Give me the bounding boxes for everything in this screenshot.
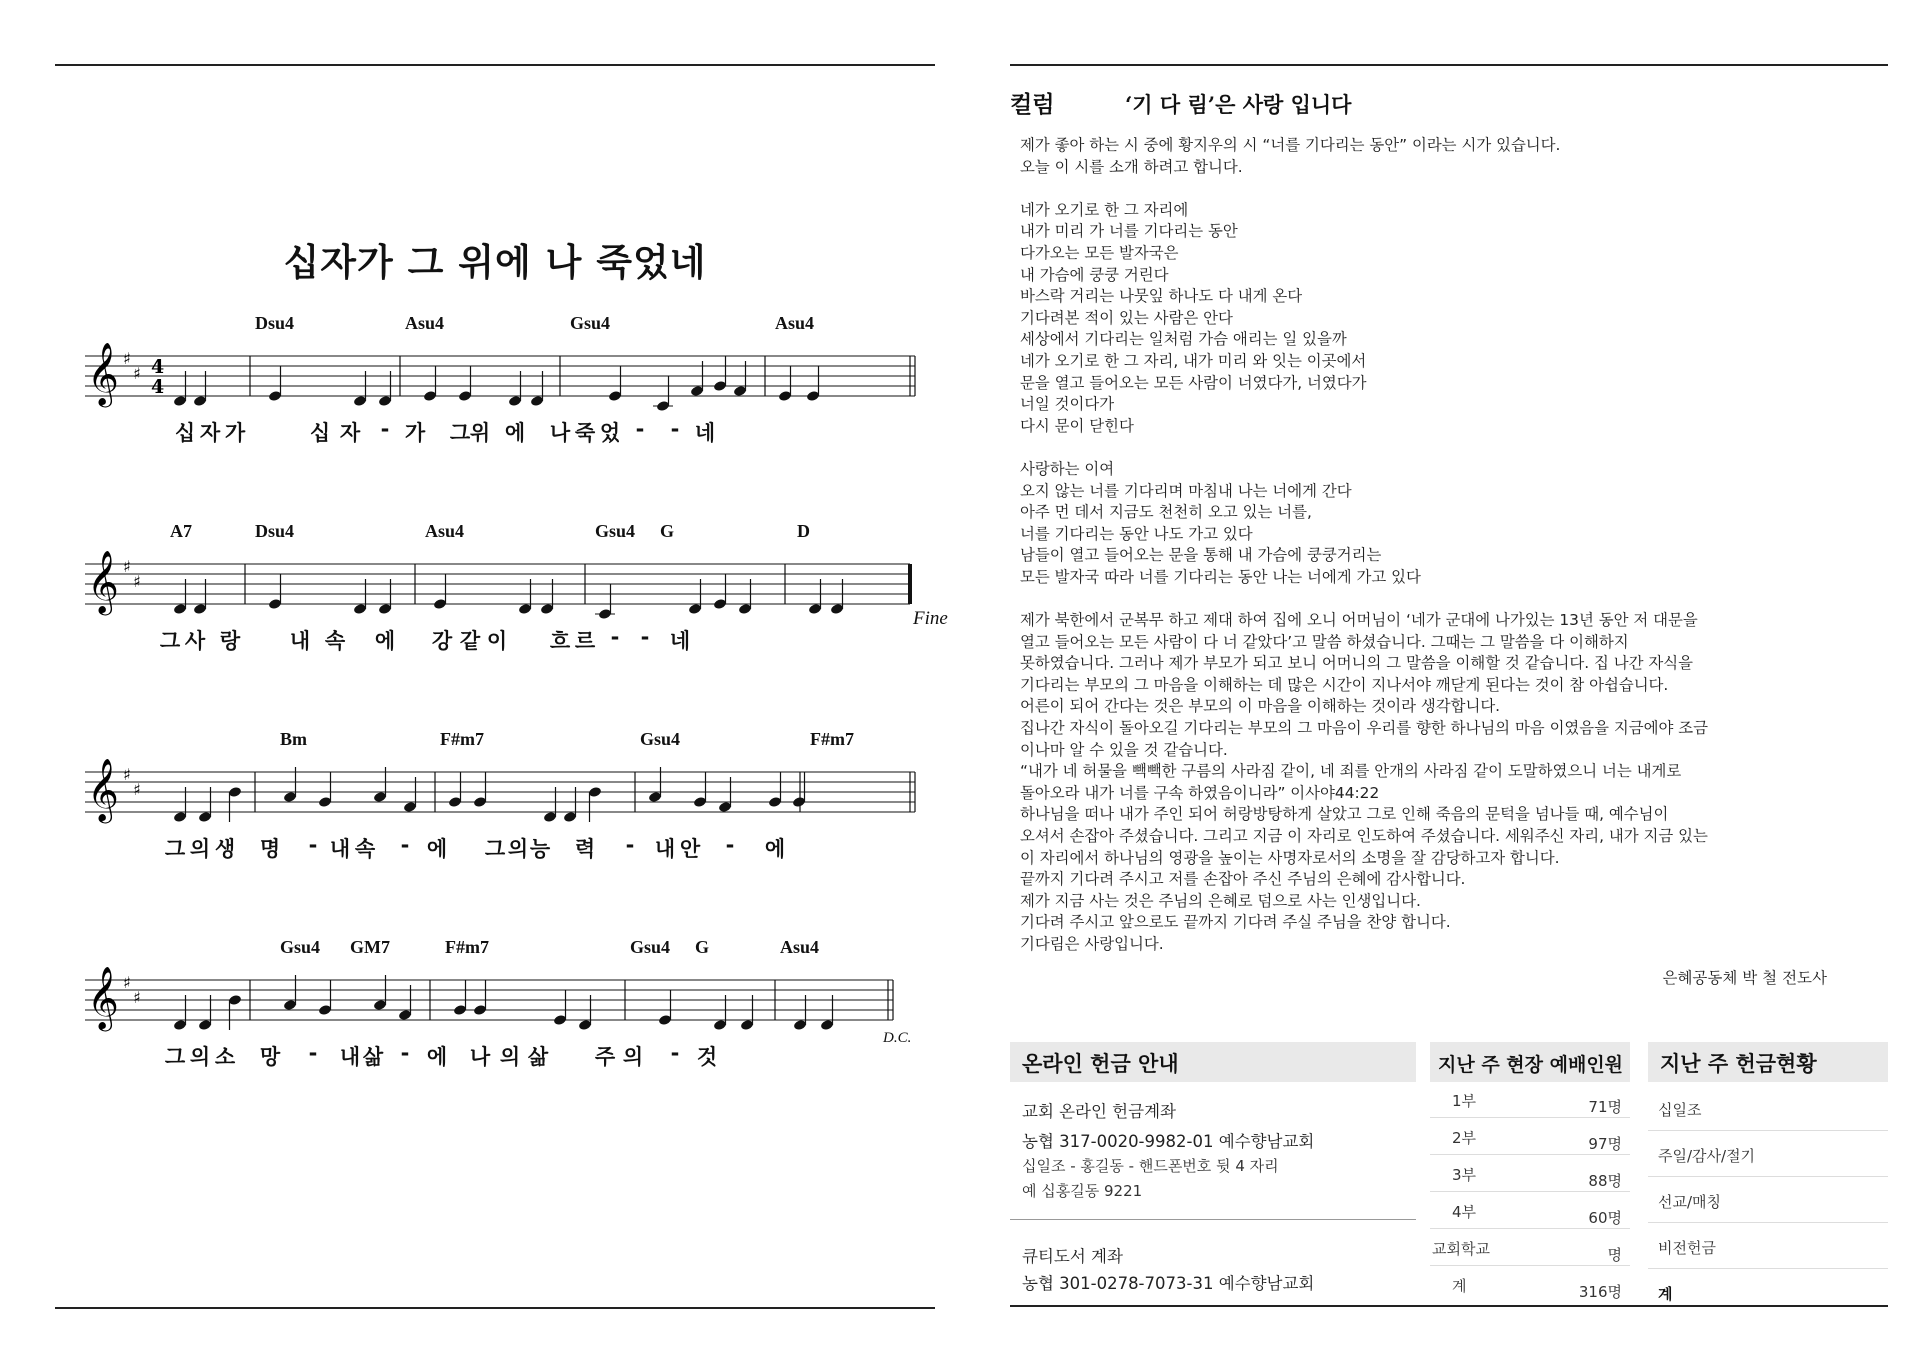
lyric-syllable: 나 xyxy=(469,1045,491,1069)
right-top-rule xyxy=(1010,64,1888,66)
lyric-syllable: 에 xyxy=(374,629,396,653)
chord-symbol: D xyxy=(797,521,810,541)
end-mark: D.C. xyxy=(883,1030,912,1046)
column-line xyxy=(1020,437,1850,459)
lyric-syllable: 그 xyxy=(449,421,471,445)
lyric-syllable: 그 xyxy=(164,837,186,861)
offering-status-label: 주일/감사/절기 xyxy=(1658,1147,1756,1165)
attendance-row xyxy=(1430,1230,1630,1266)
lyric-syllable: 었 xyxy=(599,421,621,445)
column-line: 네가 오기로 한 그 자리에 xyxy=(1020,200,1189,219)
column-line: 못하였습니다. 그러나 제가 부모가 되고 보니 어머니의 그 말씀을 이해할 것 같습니다. 집 나간 자식을 xyxy=(1020,654,1693,673)
lyric-syllable: 십 xyxy=(309,421,331,445)
offering-note-1: 십일조 - 홍길동 - 핸드폰번호 뒷 4 자리 xyxy=(1022,1157,1279,1175)
column-line xyxy=(1020,588,1850,610)
attendance-label: 교회학교 xyxy=(1432,1240,1490,1258)
attendance-value: 88명 xyxy=(1588,1172,1622,1190)
column-line: 이 자리에서 하나님의 영광을 높이는 사명자로서의 소명을 잘 감당하고자 합니다. xyxy=(1020,848,1560,867)
lyric-syllable: 삶 xyxy=(527,1045,549,1069)
attendance-row xyxy=(1430,1193,1630,1229)
offering-status-row xyxy=(1648,1223,1888,1269)
offering-status-row xyxy=(1648,1177,1888,1223)
column-label: 컬럼 xyxy=(1010,91,1055,118)
chord-symbol: GM7 xyxy=(350,937,390,957)
column-line: 모든 발자국 따라 너를 기다리는 동안 나는 너에게 가고 있다 xyxy=(1020,567,1421,586)
lyric-syllable: 자 xyxy=(199,421,221,445)
attendance-label: 3부 xyxy=(1452,1166,1477,1184)
time-signature: 4 xyxy=(151,356,165,378)
column-line: 하나님을 떠나 내가 주인 되어 허랑방탕하게 살았고 그로 인해 죽음의 문턱을 넘나들 때, 예수님이 xyxy=(1020,805,1669,824)
attendance-row xyxy=(1430,1119,1630,1155)
offering-account-title: 교회 온라인 헌금계좌 xyxy=(1022,1102,1176,1121)
lyric-syllable: 랑 xyxy=(219,629,241,653)
lyric-syllable: 에 xyxy=(426,837,448,861)
chord-symbol: Dsu4 xyxy=(255,313,295,333)
column-line: 기다려 주시고 앞으로도 끝까지 기다려 주실 주님을 찬양 합니다. xyxy=(1020,913,1451,932)
offering-status-row xyxy=(1648,1269,1888,1315)
attendance-label: 4부 xyxy=(1452,1203,1477,1221)
sharp-icon: ♯ xyxy=(133,988,141,1007)
offering-divider xyxy=(1010,1219,1416,1220)
lyric-syllable: 것 xyxy=(696,1045,718,1069)
offering-account: 농협 317-0020-9982-01 예수향남교회 xyxy=(1022,1132,1315,1151)
lyric-syllable: 내 xyxy=(329,837,351,861)
column-line: 기다림은 사랑입니다. xyxy=(1020,934,1164,953)
attendance-label: 2부 xyxy=(1452,1129,1477,1147)
lyric-syllable: 가 xyxy=(404,421,426,445)
music-system-3 xyxy=(85,729,915,914)
lyric-syllable: 력 xyxy=(574,837,596,861)
staff xyxy=(85,526,955,636)
treble-clef-icon: 𝄞 xyxy=(87,342,119,405)
attendance-row xyxy=(1430,1267,1630,1303)
lyric-syllable: 죽 xyxy=(574,421,596,445)
chord-symbol: F#m7 xyxy=(440,729,484,749)
lyric-syllable: - xyxy=(610,625,620,649)
lyric-syllable: 이 xyxy=(486,629,508,653)
lyric-syllable: 능 xyxy=(529,837,551,861)
column-line: 너를 기다리는 동안 나도 가고 있다 xyxy=(1020,524,1253,543)
chord-symbol: Gsu4 xyxy=(280,937,321,957)
sharp-icon: ♯ xyxy=(123,349,131,368)
chord-symbol: Asu4 xyxy=(425,521,465,541)
column-line: 남들이 열고 들어오는 문을 통해 내 가슴에 쿵쿵거리는 xyxy=(1020,546,1382,565)
left-top-rule xyxy=(55,64,935,66)
column-line: 이나마 알 수 있을 것 같습니다. xyxy=(1020,740,1228,759)
lyric-syllable: 르 xyxy=(574,629,596,653)
attendance-row xyxy=(1430,1156,1630,1192)
lyric-syllable: 주 xyxy=(594,1045,616,1069)
lyric-syllable: 사 xyxy=(184,629,206,653)
lyric-syllable: 그 xyxy=(484,837,506,861)
lyric-syllable: - xyxy=(670,1041,680,1065)
lyric-syllable: 강 xyxy=(431,629,453,653)
column-line: 어른이 되어 간다는 것은 부모의 이 마음을 이해하는 것이라 생각합니다. xyxy=(1020,697,1501,716)
offering-status-label: 계 xyxy=(1658,1285,1673,1303)
lyric-syllable: 에 xyxy=(504,421,526,445)
lyric-syllable: - xyxy=(635,417,645,441)
lyric-syllable: 그 xyxy=(159,629,181,653)
qt-account: 농협 301-0278-7073-31 예수향남교회 xyxy=(1022,1274,1315,1293)
column-line: “내가 네 허물을 빽빽한 구름의 사라짐 같이, 네 죄를 안개의 사라짐 같이 도말하였으니 너는 내게로 xyxy=(1020,762,1682,781)
attendance-row xyxy=(1430,1082,1630,1118)
column-line: 다시 문이 닫힌다 xyxy=(1020,416,1134,435)
music-system-1 xyxy=(85,313,915,498)
column-line: 바스락 거리는 나뭇잎 하나도 다 내게 온다 xyxy=(1020,287,1303,306)
column-line: 제가 좋아 하는 시 중에 황지우의 시 “너를 기다리는 동안” 이라는 시가 있습니다. xyxy=(1020,136,1561,154)
column-body xyxy=(1020,135,1850,956)
lyric-syllable: 속 xyxy=(324,629,346,653)
lyric-syllable: - xyxy=(625,833,635,857)
chord-symbol: F#m7 xyxy=(445,937,489,957)
sharp-icon: ♯ xyxy=(133,572,141,591)
treble-clef-icon: 𝄞 xyxy=(87,758,119,821)
attendance-value: 60명 xyxy=(1588,1209,1622,1227)
chord-symbol: Asu4 xyxy=(775,313,815,333)
column-line: 너일 것이다가 xyxy=(1020,395,1115,414)
lyric-syllable: - xyxy=(380,417,390,441)
lyric-syllable: 의 xyxy=(189,1045,211,1069)
attendance-heading: 지난 주 현장 예배인원 xyxy=(1430,1042,1630,1082)
column-line: 오셔서 손잡아 주셨습니다. 그리고 지금 이 자리로 인도하여 주셨습니다. 세워주신 자리, 내가 지금 있는 xyxy=(1020,827,1708,845)
music-system-2 xyxy=(85,521,948,706)
sharp-icon: ♯ xyxy=(133,780,141,799)
chord-symbol: Gsu4 xyxy=(595,521,636,541)
qt-title: 큐티도서 계좌 xyxy=(1022,1247,1123,1266)
column-line: 세상에서 기다리는 일처럼 가슴 애리는 일 있을까 xyxy=(1020,330,1347,349)
lyric-syllable: - xyxy=(670,417,680,441)
chord-symbol: A7 xyxy=(170,521,192,541)
lyric-syllable: 내 xyxy=(654,837,676,861)
chord-symbol: Asu4 xyxy=(780,937,820,957)
column-line: 네가 오기로 한 그 자리, 내가 미리 와 잇는 이곳에서 xyxy=(1020,351,1367,370)
staff xyxy=(85,942,955,1052)
chord-symbol: Asu4 xyxy=(405,313,445,333)
column-line: 제가 북한에서 군복무 하고 제대 하여 집에 오니 어머님이 ‘네가 군대에 나가있는 13년 동안 저 대문을 xyxy=(1020,611,1698,630)
chord-symbol: F#m7 xyxy=(810,729,854,749)
sharp-icon: ♯ xyxy=(133,364,141,383)
lyric-syllable: - xyxy=(400,1041,410,1065)
lyric-syllable: 위 xyxy=(469,421,491,445)
staff xyxy=(85,734,955,844)
lyric-syllable: 같 xyxy=(459,629,481,653)
offering-status-heading: 지난 주 헌금현황 xyxy=(1648,1042,1888,1082)
column-signature: 은혜공동체 박 철 전도사 xyxy=(1662,969,1827,987)
column-line: 오지 않는 너를 기다리며 마침내 나는 너에게 간다 xyxy=(1020,481,1352,500)
chord-symbol: Bm xyxy=(280,729,307,749)
offering-note-2: 예 십홍길동 9221 xyxy=(1022,1182,1143,1200)
lyric-syllable: - xyxy=(400,833,410,857)
chord-symbol: G xyxy=(660,521,675,541)
column-line: 다가오는 모든 발자국은 xyxy=(1020,243,1179,262)
lyric-syllable: 안 xyxy=(679,837,701,861)
time-signature: 4 xyxy=(151,376,165,398)
lyric-syllable: 속 xyxy=(354,837,376,861)
lyric-syllable: 그 xyxy=(164,1045,186,1069)
end-mark: Fine xyxy=(913,608,948,629)
lyric-syllable: 에 xyxy=(764,837,786,861)
column-line: 내가 미리 가 너를 기다리는 동안 xyxy=(1020,222,1238,241)
lyric-syllable: 네 xyxy=(694,421,716,445)
lyric-syllable: 네 xyxy=(669,629,691,653)
column-line: 기다려본 적이 있는 사람은 안다 xyxy=(1020,308,1233,327)
chord-symbol: Gsu4 xyxy=(640,729,681,749)
lyric-syllable: 내 xyxy=(289,629,311,653)
sharp-icon: ♯ xyxy=(123,765,131,784)
column-line: 끝까지 기다려 주시고 저를 손잡아 주신 주님의 은혜에 감사합니다. xyxy=(1020,870,1466,889)
sharp-icon: ♯ xyxy=(123,557,131,576)
column-line: 기다리는 부모의 그 마음을 이해하는 데 많은 시간이 지나서야 깨닫게 된다는 것이 참 아쉽습니다. xyxy=(1020,675,1669,694)
treble-clef-icon: 𝄞 xyxy=(87,966,119,1029)
offering-status-label: 십일조 xyxy=(1658,1101,1702,1119)
chord-symbol: Dsu4 xyxy=(255,521,295,541)
lyric-syllable: 생 xyxy=(214,837,236,861)
lyric-syllable: 흐 xyxy=(549,629,571,653)
offering-heading: 온라인 헌금 안내 xyxy=(1010,1042,1416,1082)
offering-status-row xyxy=(1648,1131,1888,1177)
column-line: 내 가슴에 쿵쿵 거린다 xyxy=(1020,265,1169,284)
column-line: 집나간 자식이 돌아오길 기다리는 부모의 그 마음이 우리를 향한 하나님의 마음 이였음을 지금에야 조금 xyxy=(1020,719,1709,738)
chord-symbol: Gsu4 xyxy=(630,937,671,957)
column-line: 열고 들어오는 모든 사람이 다 너 같았다’고 말씀 하셨습니다. 그때는 그 말씀을 다 이해하지 xyxy=(1020,632,1629,651)
column-line xyxy=(1020,178,1850,200)
lyric-syllable: - xyxy=(308,833,318,857)
staff xyxy=(85,318,955,428)
attendance-value: 97명 xyxy=(1588,1135,1622,1153)
lyric-syllable: 의 xyxy=(189,837,211,861)
chord-symbol: Gsu4 xyxy=(570,313,611,333)
treble-clef-icon: 𝄞 xyxy=(87,550,119,613)
column-title: ‘기 다 림’은 사랑 입니다 xyxy=(1125,92,1352,117)
offering-status-label: 선교/매칭 xyxy=(1658,1193,1722,1211)
column-line: 아주 먼 데서 지금도 천천히 오고 있는 너를, xyxy=(1020,503,1312,522)
column-line: 문을 열고 들어오는 모든 사람이 너였다가, 너였다가 xyxy=(1020,373,1367,392)
lyric-syllable: 자 xyxy=(339,421,361,445)
song-title: 십자가 그 위에 나 죽었네 xyxy=(283,241,707,284)
lyric-syllable: 의 xyxy=(499,1045,521,1069)
music-system-4 xyxy=(85,937,915,1122)
column-line: 오늘 이 시를 소개 하려고 합니다. xyxy=(1020,157,1243,176)
lyric-syllable: 망 xyxy=(259,1045,281,1069)
attendance-label: 계 xyxy=(1452,1277,1467,1295)
lyric-syllable: 소 xyxy=(214,1045,236,1069)
lyric-syllable: 십 xyxy=(174,421,196,445)
lyric-syllable: - xyxy=(725,833,735,857)
left-bottom-rule xyxy=(55,1307,935,1309)
attendance-value: 명 xyxy=(1607,1246,1622,1264)
offering-status-row xyxy=(1648,1085,1888,1131)
chord-symbol: G xyxy=(695,937,710,957)
lyric-syllable: 명 xyxy=(259,837,281,861)
attendance-value: 316명 xyxy=(1578,1283,1622,1301)
column-line: 제가 지금 사는 것은 주님의 은혜로 덤으로 사는 인생입니다. xyxy=(1020,891,1421,910)
attendance-label: 1부 xyxy=(1452,1092,1477,1110)
lyric-syllable: 내 xyxy=(339,1045,361,1069)
lyric-syllable: 나 xyxy=(549,421,571,445)
column-line: 사랑하는 이여 xyxy=(1020,459,1115,478)
sharp-icon: ♯ xyxy=(123,973,131,992)
lyric-syllable: - xyxy=(308,1041,318,1065)
column-line: 돌아오라 내가 너를 구속 하였음이니라” 이사야44:22 xyxy=(1020,783,1380,802)
lyric-syllable: 의 xyxy=(622,1045,644,1069)
lyric-syllable: 가 xyxy=(224,421,246,445)
offering-status-label: 비전헌금 xyxy=(1658,1239,1716,1257)
lyric-syllable: 의 xyxy=(507,837,529,861)
lyric-syllable: 에 xyxy=(426,1045,448,1069)
lyric-syllable: - xyxy=(640,625,650,649)
lyric-syllable: 삶 xyxy=(362,1045,384,1069)
attendance-value: 71명 xyxy=(1588,1098,1622,1116)
